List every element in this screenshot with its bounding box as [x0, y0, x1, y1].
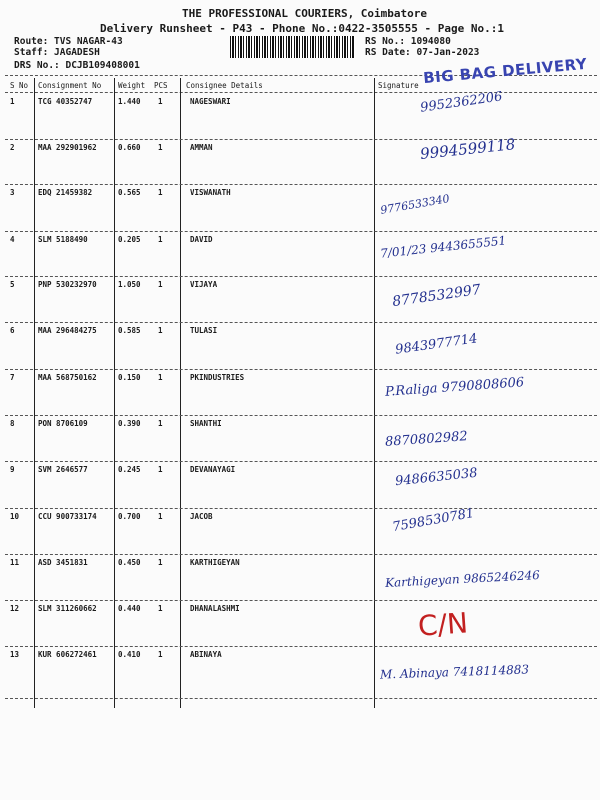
row-consignee-name: DEVANAYAGI	[190, 465, 236, 474]
row-sno: 10	[10, 512, 20, 521]
row-consignee-name: AMMAN	[190, 143, 213, 152]
row-consignment-no: ASD 3451831	[38, 558, 88, 567]
col-header-weight: Weight	[118, 81, 146, 90]
row-consignee-name: SHANTHI	[190, 419, 222, 428]
row-weight: 0.700	[118, 512, 141, 521]
row-consignment-no: CCU 900733174	[38, 512, 97, 521]
column-divider	[180, 78, 181, 708]
row-weight: 1.050	[118, 280, 141, 289]
row-sno: 3	[10, 188, 15, 197]
barcode-image	[230, 36, 355, 58]
row-signature: 8870802982	[384, 429, 469, 450]
row-pcs: 1	[158, 373, 163, 382]
row-consignment-no: MAA 292901962	[38, 143, 97, 152]
big-bag-delivery-stamp: BIG BAG DELIVERY	[422, 54, 588, 88]
col-header-signature: Signature	[378, 81, 419, 90]
row-pcs: 1	[158, 188, 163, 197]
row-divider	[5, 322, 597, 323]
col-header-consignment: Consignment No	[38, 81, 102, 90]
row-signature: 9994599118	[419, 135, 517, 163]
row-signature: 9952362206	[419, 89, 504, 116]
row-weight: 0.390	[118, 419, 141, 428]
row-consignee-name: ABINAYA	[190, 650, 222, 659]
row-signature: 7598530781	[391, 505, 476, 536]
row-consignment-no: MAA 296484275	[38, 326, 97, 335]
row-divider	[5, 646, 597, 647]
row-consignment-no: PNP 530232970	[38, 280, 97, 289]
row-divider	[5, 554, 597, 555]
row-consignee-name: JACOB	[190, 512, 213, 521]
row-sno: 5	[10, 280, 15, 289]
row-divider	[5, 415, 597, 416]
runsheet-subtitle: Delivery Runsheet - P43 - Phone No.:0422-3505555 - Page No.:1	[100, 22, 504, 35]
row-signature: 9486635038	[394, 465, 479, 490]
row-divider	[5, 184, 597, 185]
column-divider	[34, 78, 35, 708]
row-divider	[5, 600, 597, 601]
row-pcs: 1	[158, 97, 163, 106]
row-sno: 9	[10, 465, 15, 474]
row-weight: 1.440	[118, 97, 141, 106]
row-signature: M. Abinaya 7418114883	[379, 662, 530, 682]
col-header-sno: S No	[10, 81, 29, 90]
row-pcs: 1	[158, 143, 163, 152]
route-label: Route: TVS NAGAR-43	[14, 36, 123, 47]
col-header-consignee: Consignee Details	[186, 81, 263, 90]
row-pcs: 1	[158, 650, 163, 659]
row-sno: 6	[10, 326, 15, 335]
row-consignee-name: TULASI	[190, 326, 218, 335]
row-sno: 13	[10, 650, 20, 659]
row-weight: 0.150	[118, 373, 141, 382]
row-sno: 2	[10, 143, 15, 152]
row-sno: 12	[10, 604, 20, 613]
rs-date: RS Date: 07-Jan-2023	[365, 47, 480, 58]
row-sno: 8	[10, 419, 15, 428]
row-signature: 7/01/23 9443655551	[379, 233, 507, 261]
row-consignment-no: MAA 568750162	[38, 373, 97, 382]
row-consignment-no: SLM 5188490	[38, 235, 88, 244]
row-signature: 9776533340	[379, 192, 451, 217]
row-weight: 0.565	[118, 188, 141, 197]
row-divider	[5, 461, 597, 462]
row-pcs: 1	[158, 235, 163, 244]
column-divider	[374, 78, 375, 708]
row-pcs: 1	[158, 558, 163, 567]
row-consignee-name: DHANALASHMI	[190, 604, 240, 613]
row-consignment-no: SLM 311260662	[38, 604, 97, 613]
row-pcs: 1	[158, 419, 163, 428]
row-consignment-no: KUR 606272461	[38, 650, 97, 659]
row-pcs: 1	[158, 465, 163, 474]
row-consignment-no: TCG 40352747	[38, 97, 93, 106]
row-pcs: 1	[158, 326, 163, 335]
row-divider	[5, 276, 597, 277]
row-consignee-name: KARTHIGEYAN	[190, 558, 240, 567]
row-divider	[5, 369, 597, 370]
row-consignee-name: DAVID	[190, 235, 213, 244]
rs-number: RS No.: 1094080	[365, 36, 451, 47]
row-sno: 1	[10, 97, 15, 106]
row-consignment-no: SVM 2646577	[38, 465, 88, 474]
row-pcs: 1	[158, 512, 163, 521]
column-divider	[114, 78, 115, 708]
row-weight: 0.245	[118, 465, 141, 474]
row-signature: C/N	[416, 606, 470, 643]
header-rule-bottom	[5, 92, 597, 93]
row-signature: 8778532997	[391, 281, 482, 311]
row-sno: 4	[10, 235, 15, 244]
row-divider	[5, 231, 597, 232]
row-weight: 0.440	[118, 604, 141, 613]
row-consignment-no: PON 8706109	[38, 419, 88, 428]
row-divider	[5, 698, 597, 699]
row-weight: 0.205	[118, 235, 141, 244]
row-weight: 0.660	[118, 143, 141, 152]
row-weight: 0.410	[118, 650, 141, 659]
row-consignee-name: VIJAYA	[190, 280, 218, 289]
row-signature: 9843977714	[394, 331, 479, 358]
row-sno: 11	[10, 558, 20, 567]
row-consignment-no: EDQ 21459382	[38, 188, 93, 197]
company-title: THE PROFESSIONAL COURIERS, Coimbatore	[182, 7, 428, 20]
row-pcs: 1	[158, 604, 163, 613]
drs-number: DRS No.: DCJB109408001	[14, 60, 140, 71]
row-consignee-name: PKINDUSTRIES	[190, 373, 245, 382]
row-signature: P.Raliga 9790808606	[384, 375, 525, 400]
col-header-pcs: PCS	[154, 81, 168, 90]
row-weight: 0.585	[118, 326, 141, 335]
row-pcs: 1	[158, 280, 163, 289]
staff-label: Staff: JAGADESH	[14, 47, 100, 58]
row-signature: Karthigeyan 9865246246	[384, 567, 541, 591]
row-consignee-name: VISWANATH	[190, 188, 231, 197]
row-weight: 0.450	[118, 558, 141, 567]
row-divider	[5, 508, 597, 509]
row-consignee-name: NAGESWARI	[190, 97, 231, 106]
row-sno: 7	[10, 373, 15, 382]
